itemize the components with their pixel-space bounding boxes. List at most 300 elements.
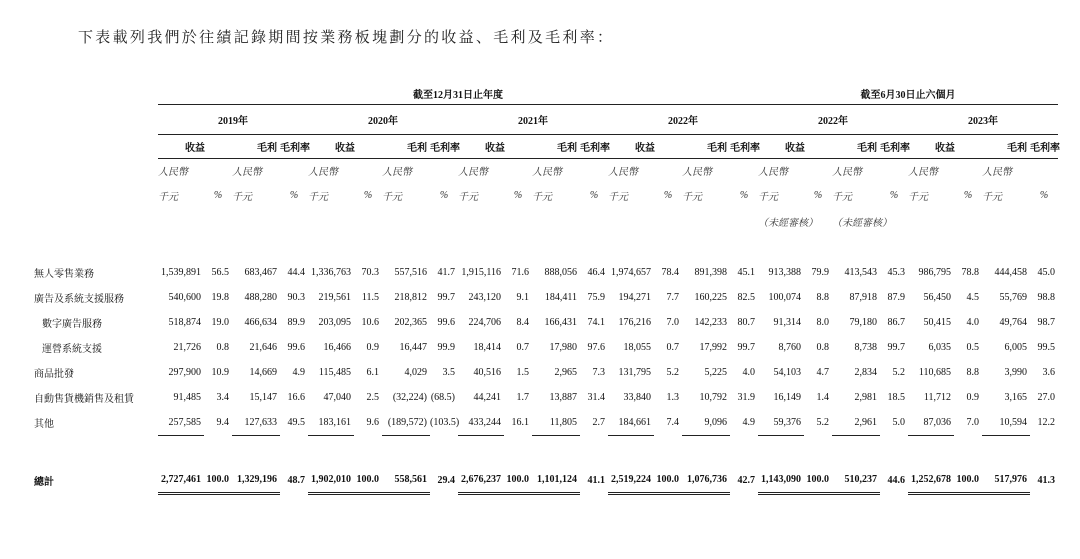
percent-cell: 9.1 [516,292,529,303]
header-revenue: 收益 [308,134,382,158]
value-cell: 557,516 [394,267,427,278]
percent-cell: 31.9 [737,392,755,403]
header-year: 2022年 [758,104,908,134]
percent-cell: 7.4 [666,417,679,428]
blank-cell [580,208,608,234]
blank-cell [532,208,580,234]
blank-cell [654,208,682,234]
percent-cell: 0.7 [516,342,529,353]
percent-cell: 89.9 [287,317,305,328]
header-six-months-group: 截至6月30日止六個月 [758,84,1058,104]
percent-cell: 99.6 [437,317,455,328]
percent-cell: 4.0 [966,317,979,328]
total-value-cell: 510,237 [832,467,880,493]
header-gross-profit: 毛利 [532,134,580,158]
blank-cell [204,158,232,182]
percent-cell: 0.7 [666,342,679,353]
header-year: 2022年 [608,104,758,134]
value-cell: 91,485 [173,392,201,403]
header-percent: % [739,189,749,201]
value-cell: 44,241 [473,392,501,403]
value-cell: 1,915,116 [461,267,501,278]
header-currency: 人民幣 [532,166,562,178]
value-cell: 49,764 [999,317,1027,328]
blank-cell [1030,158,1058,182]
value-cell: 131,795 [618,367,651,378]
segment-financial-table [34,84,1058,495]
value-cell: 54,103 [773,367,801,378]
percent-cell: 10.6 [361,317,379,328]
blank-cell [308,208,354,234]
row-label-blank [34,208,158,234]
table-row [34,310,1058,335]
value-cell: 257,585 [158,410,204,435]
total-label: 總計 [34,476,54,488]
value-cell: 444,458 [994,267,1027,278]
blank-cell [954,208,982,234]
blank-cell [382,208,430,234]
percent-cell: (103.5) [430,417,460,428]
table-row [34,335,1058,360]
total-percent-cell: 100.0 [654,467,682,493]
value-cell: 8,738 [854,342,877,353]
value-cell: 176,216 [618,317,651,328]
header-revenue: 收益 [158,134,232,158]
header-unit: 千元 [382,191,402,203]
row-label: 自動售貨機銷售及租賃 [34,394,134,405]
percent-cell: 5.2 [666,367,679,378]
percent-cell: 12.2 [1037,417,1055,428]
value-cell: 3,165 [1004,392,1027,403]
value-cell: (32,224) [392,392,427,403]
value-cell: 11,805 [532,410,580,435]
value-cell: 3,990 [1004,367,1027,378]
value-cell: 891,398 [694,267,727,278]
percent-cell: 6.1 [366,367,379,378]
percent-cell: 87.9 [887,292,905,303]
blank-cell [682,208,730,234]
percent-cell: 2.7 [592,417,605,428]
percent-cell: 2.5 [366,392,379,403]
row-label-blank [34,84,158,104]
blank-cell [430,208,458,234]
value-cell: 202,365 [394,317,427,328]
value-cell: 986,795 [918,267,951,278]
intro-text: 下表載列我們於往績記錄期間按業務板塊劃分的收益、毛利及毛利率： [78,30,615,46]
percent-cell: 5.2 [816,417,829,428]
header-percent: % [289,189,299,201]
percent-cell: 99.7 [437,292,455,303]
value-cell: 2,961 [832,410,880,435]
percent-cell: 97.6 [587,342,605,353]
total-value-cell: 517,976 [982,467,1030,493]
percent-cell: 46.4 [587,267,605,278]
value-cell: 1,539,891 [161,267,201,278]
header-percent: % [963,189,973,201]
percent-cell: 90.3 [287,292,305,303]
percent-cell: 98.7 [1037,317,1055,328]
blank-cell [458,208,504,234]
spacer [34,234,1058,260]
percent-cell: 7.7 [666,292,679,303]
header-year: 2019年 [158,104,308,134]
percent-cell: 49.5 [287,417,305,428]
total-value-cell: 558,561 [382,467,430,493]
percent-cell: 5.0 [892,417,905,428]
percent-cell: 99.5 [1037,342,1055,353]
total-percent-cell: 100.0 [804,467,832,493]
header-gross-margin: 毛利率 [730,134,758,158]
value-cell: 488,280 [244,292,277,303]
header-year: 2023年 [908,104,1058,134]
percent-cell: 9.6 [366,417,379,428]
percent-cell: 41.7 [437,267,455,278]
value-cell: 13,887 [549,392,577,403]
header-currency: 人民幣 [982,166,1012,178]
percent-cell: 1.3 [666,392,679,403]
blank-cell [880,158,908,182]
blank-cell [354,158,382,182]
total-percent-cell: 48.7 [287,474,305,486]
header-unaudited: （未經審核） [758,217,818,229]
header-fiscal-year-group: 截至12月31日止年度 [158,84,758,104]
row-label: 數字廣告服務 [42,319,102,330]
blank-cell [654,158,682,182]
percent-cell: 0.5 [966,342,979,353]
percent-cell: 4.9 [292,367,305,378]
header-percent: % [589,189,599,201]
percent-cell: 10.9 [211,367,229,378]
value-cell: 9,096 [682,410,730,435]
percent-cell: 75.9 [587,292,605,303]
percent-cell: (68.5) [430,392,455,403]
header-currency: 人民幣 [382,166,412,178]
header-percent: % [363,189,373,201]
value-cell: 224,706 [468,317,501,328]
blank-cell [354,208,382,234]
value-cell: 100,074 [768,292,801,303]
percent-cell: 44.4 [287,267,305,278]
value-cell: 47,040 [323,392,351,403]
header-unit: 千元 [532,191,552,203]
row-label: 其他 [34,419,54,430]
percent-cell: 9.4 [216,417,229,428]
row-label: 商品批發 [34,369,74,380]
percent-cell: 45.0 [1037,267,1055,278]
total-value-cell: 2,676,237 [458,467,504,493]
value-cell: 5,225 [704,367,727,378]
header-currency: 人民幣 [308,166,338,178]
value-cell: 466,634 [244,317,277,328]
header-currency: 人民幣 [908,166,938,178]
percent-cell: 1.4 [816,392,829,403]
header-percent: % [813,189,823,201]
header-percent: % [663,189,673,201]
blank-cell [982,208,1030,234]
percent-cell: 80.7 [737,317,755,328]
row-label: 運營系統支援 [42,344,102,355]
header-gross-profit: 毛利 [382,134,430,158]
header-unit: 千元 [608,191,628,203]
blank-cell [280,158,308,182]
blank-cell [730,158,758,182]
blank-cell [430,158,458,182]
value-cell: 6,035 [928,342,951,353]
percent-cell: 74.1 [587,317,605,328]
total-value-cell: 1,076,736 [682,467,730,493]
percent-cell: 8.8 [816,292,829,303]
header-unit: 千元 [308,191,328,203]
percent-cell: 79.9 [811,267,829,278]
percent-cell: 3.6 [1042,367,1055,378]
value-cell: 413,543 [844,267,877,278]
value-cell: 219,561 [318,292,351,303]
percent-cell: 19.8 [211,292,229,303]
percent-cell: 56.5 [211,267,229,278]
blank-cell [280,208,308,234]
header-unit: 千元 [682,191,702,203]
total-row [34,467,1058,493]
value-cell: 115,485 [318,367,351,378]
value-cell: 6,005 [1004,342,1027,353]
value-cell: 17,992 [699,342,727,353]
header-currency: 人民幣 [682,166,712,178]
value-cell: 166,431 [544,317,577,328]
header-currency: 人民幣 [608,166,638,178]
header-unit: 千元 [908,191,928,203]
value-cell: 2,965 [554,367,577,378]
percent-cell: 3.4 [216,392,229,403]
percent-cell: 27.0 [1037,392,1055,403]
spacer [34,435,1058,467]
header-gross-profit: 毛利 [982,134,1030,158]
header-revenue: 收益 [908,134,982,158]
percent-cell: 0.9 [366,342,379,353]
value-cell: 11,712 [923,392,951,403]
header-revenue: 收益 [608,134,682,158]
total-value-cell: 2,727,461 [158,467,204,493]
percent-cell: 99.6 [287,342,305,353]
blank-cell [232,208,280,234]
value-cell: 1,336,763 [311,267,351,278]
header-percent: % [213,189,223,201]
value-cell: 59,376 [758,410,804,435]
value-cell: 184,411 [544,292,577,303]
header-gross-margin: 毛利率 [1030,134,1058,158]
header-revenue: 收益 [458,134,532,158]
percent-cell: 7.0 [666,317,679,328]
blank-cell [1030,208,1058,234]
header-currency: 人民幣 [158,166,188,178]
header-gross-margin: 毛利率 [580,134,608,158]
value-cell: 14,669 [249,367,277,378]
value-cell: 184,661 [608,410,654,435]
percent-cell: 0.8 [216,342,229,353]
value-cell: 110,685 [918,367,951,378]
total-value-cell: 1,101,124 [532,467,580,493]
row-label: 廣告及系統支援服務 [34,294,124,305]
table-row [34,285,1058,310]
value-cell: 10,594 [982,410,1030,435]
percent-cell: 78.4 [661,267,679,278]
value-cell: 203,095 [318,317,351,328]
header-unit: 千元 [832,191,852,203]
percent-cell: 4.7 [816,367,829,378]
header-gross-profit: 毛利 [682,134,730,158]
value-cell: 2,981 [854,392,877,403]
percent-cell: 99.7 [887,342,905,353]
value-cell: 433,244 [458,410,504,435]
table-row [34,360,1058,385]
value-cell: 56,450 [923,292,951,303]
total-value-cell: 1,329,196 [232,467,280,493]
percent-cell: 99.7 [737,342,755,353]
row-label-blank [34,134,158,158]
value-cell: 540,600 [168,292,201,303]
blank-cell [504,158,532,182]
value-cell: 127,633 [232,410,280,435]
total-percent-cell: 100.0 [204,467,232,493]
header-gross-margin: 毛利率 [880,134,908,158]
header-unaudited: （未經審核） [832,217,892,229]
header-unit: 千元 [458,191,478,203]
percent-cell: 8.4 [516,317,529,328]
row-label: 無人零售業務 [34,269,94,280]
row-label-blank [34,104,158,134]
value-cell: 16,149 [773,392,801,403]
total-percent-cell: 42.7 [737,474,755,486]
value-cell: 194,271 [618,292,651,303]
value-cell: 40,516 [473,367,501,378]
percent-cell: 4.0 [742,367,755,378]
header-currency: 人民幣 [832,166,862,178]
percent-cell: 70.3 [361,267,379,278]
percent-cell: 4.5 [966,292,979,303]
value-cell: 8,760 [778,342,801,353]
percent-cell: 16.6 [287,392,305,403]
percent-cell: 1.7 [516,392,529,403]
total-percent-cell: 44.6 [887,474,905,486]
total-percent-cell: 41.1 [587,474,605,486]
value-cell: 16,466 [323,342,351,353]
header-currency: 人民幣 [458,166,488,178]
percent-cell: 8.0 [816,317,829,328]
table-row [34,385,1058,410]
value-cell: 79,180 [849,317,877,328]
percent-cell: 82.5 [737,292,755,303]
blank-cell [730,208,758,234]
blank-cell [608,208,654,234]
header-unit: 千元 [758,191,778,203]
header-year: 2021年 [458,104,608,134]
table-row [34,410,1058,435]
value-cell: 518,874 [168,317,201,328]
value-cell: (189,572) [382,410,430,435]
blank-cell [580,158,608,182]
value-cell: 16,447 [399,342,427,353]
value-cell: 4,029 [404,367,427,378]
total-value-cell: 1,252,678 [908,467,954,493]
percent-cell: 71.6 [511,267,529,278]
percent-cell: 18.5 [887,392,905,403]
header-gross-profit: 毛利 [832,134,880,158]
row-label-blank [34,182,158,208]
value-cell: 243,120 [468,292,501,303]
percent-cell: 5.2 [892,367,905,378]
header-revenue: 收益 [758,134,832,158]
value-cell: 33,840 [623,392,651,403]
percent-cell: 1.5 [516,367,529,378]
header-gross-margin: 毛利率 [280,134,308,158]
percent-cell: 16.1 [511,417,529,428]
percent-cell: 31.4 [587,392,605,403]
value-cell: 91,314 [773,317,801,328]
value-cell: 18,055 [623,342,651,353]
percent-cell: 99.9 [437,342,455,353]
percent-cell: 4.9 [742,417,755,428]
value-cell: 87,036 [908,410,954,435]
total-value-cell: 1,902,010 [308,467,354,493]
blank-cell [908,208,954,234]
total-percent-cell: 100.0 [504,467,532,493]
percent-cell: 8.8 [966,367,979,378]
total-percent-cell: 100.0 [354,467,382,493]
blank-cell [804,158,832,182]
value-cell: 21,646 [249,342,277,353]
percent-cell: 0.9 [966,392,979,403]
percent-cell: 3.5 [442,367,455,378]
total-value-cell: 2,519,224 [608,467,654,493]
row-label-blank [34,158,158,182]
blank-cell [954,158,982,182]
value-cell: 183,161 [308,410,354,435]
value-cell: 160,225 [694,292,727,303]
header-currency: 人民幣 [758,166,788,178]
percent-cell: 19.0 [211,317,229,328]
header-percent: % [439,189,449,201]
value-cell: 142,233 [694,317,727,328]
header-unit: 千元 [158,191,178,203]
percent-cell: 45.3 [887,267,905,278]
table-row [34,260,1058,285]
value-cell: 888,056 [544,267,577,278]
value-cell: 10,792 [699,392,727,403]
value-cell: 683,467 [244,267,277,278]
header-year: 2020年 [308,104,458,134]
value-cell: 2,834 [854,367,877,378]
percent-cell: 98.8 [1037,292,1055,303]
percent-cell: 7.3 [592,367,605,378]
percent-cell: 0.8 [816,342,829,353]
value-cell: 21,726 [173,342,201,353]
header-percent: % [513,189,523,201]
value-cell: 87,918 [849,292,877,303]
header-gross-profit: 毛利 [232,134,280,158]
value-cell: 18,414 [473,342,501,353]
value-cell: 15,147 [249,392,277,403]
header-unit: 千元 [232,191,252,203]
header-currency: 人民幣 [232,166,262,178]
value-cell: 1,974,657 [611,267,651,278]
header-percent: % [1039,189,1049,201]
blank-cell [158,208,204,234]
percent-cell: 11.5 [361,292,379,303]
value-cell: 218,812 [394,292,427,303]
value-cell: 17,980 [549,342,577,353]
header-gross-margin: 毛利率 [430,134,458,158]
blank-cell [204,208,232,234]
blank-cell [504,208,532,234]
